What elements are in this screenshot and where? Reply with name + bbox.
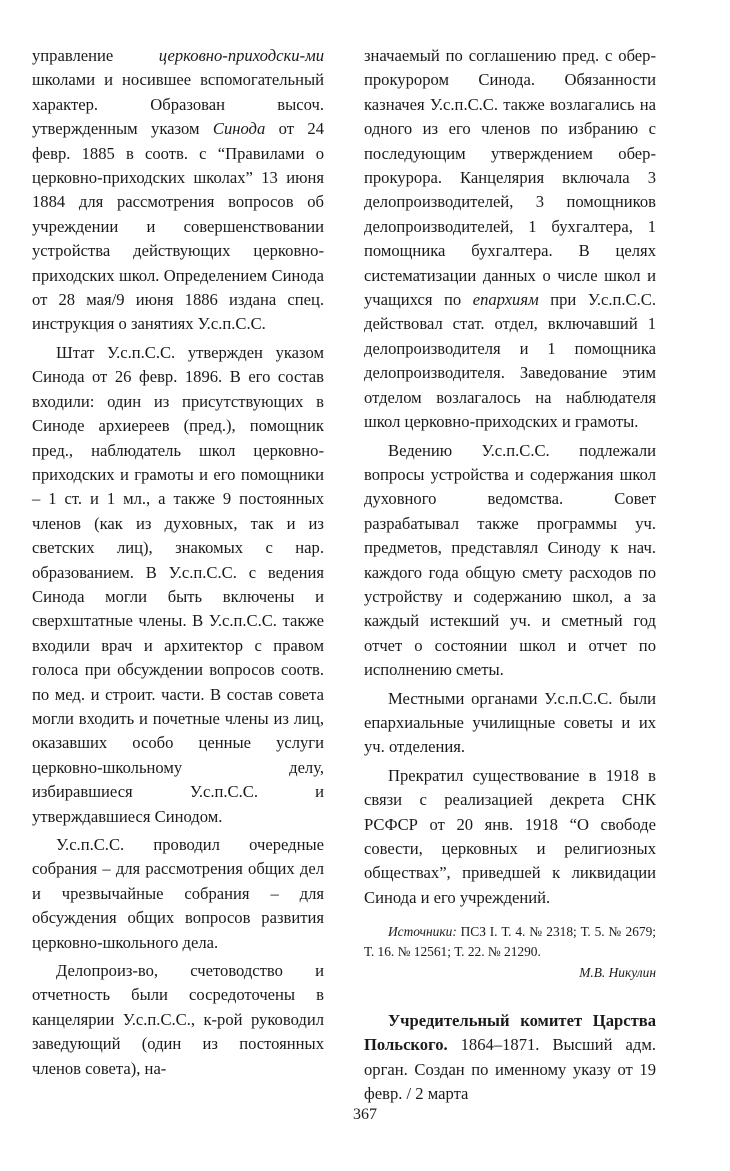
text-run: управление	[32, 46, 159, 65]
paragraph-office-continued	[364, 44, 656, 435]
text-run: при У.с.п.С.С. действовал стат. отдел, включавший 1 делопроизводителя и 1 помощника делопроизводителя. Заведование этим отделом возлагалось на наблюдателя школ церковно-приходских и грамоты.	[364, 290, 656, 432]
author-signature: М.В. Никулин	[579, 965, 656, 981]
entry-text: 1864–1871. Высший адм. орган. Создан по именному указу от 19 февр. / 2 марта	[364, 1035, 656, 1103]
paragraph-local-bodies: Местными органами У.с.п.С.С. были епархиальные училищные советы и их уч. отделения.	[364, 688, 656, 757]
sources-note	[364, 922, 656, 961]
paragraph-office: Делопроиз-во, счетоводство и отчетность были сосредоточены в канцелярии У.с.п.С.С., к-рой руководил заведующий (один из постоянных членов совета), на-	[32, 961, 324, 1078]
text-run: от 24 февр. 1885 в соотв. с “Правилами о церковно-приходских школах” 13 июня 1884 для рассмотрения вопросов об учреждении и совершенствовании устройства действующих церковно-приходских школ. Определением Синода от 28 мая/9 июня 1886 издана спец. инструкция о занятиях У.с.п.С.С.	[32, 119, 324, 334]
page-number: 367	[353, 1106, 377, 1123]
italic-link-text: Синода	[212, 119, 266, 139]
paragraph-competence: Ведению У.с.п.С.С. подлежали вопросы устройства и содержания школ духовного ведомства. Совет разрабатывал также программы уч. предметов, представлял Синоду к нач. каждого года общую смету расходов по устройству и содержанию школ, а за каждый истекший уч. и сметный год отчет о состоянии школ и отчет по исполнению сметы.	[364, 440, 656, 680]
text-run: значаемый по соглашению пред. с обер-прокурором Синода. Обязанности казначея У.с.п.С.С. также возлагались на одного из его членов по избранию с последующим утверждением обер-прокурора. Канцелярия включала 3 делопроизводителей, 3 помощников делопроизводителей, 1 бухгалтера, 1 помощника бухгалтера. В целях систематизации данных о числе школ и учащихся по	[364, 46, 656, 310]
paragraph-council-purpose	[32, 44, 324, 337]
entry-heading: Учредительный комитет Царства Польского.	[364, 1010, 656, 1055]
italic-link-text: церковно-приходски-ми	[158, 46, 324, 65]
left-column	[32, 44, 324, 1081]
italic-link-text: епархиям	[472, 290, 539, 310]
paragraph-staff: Штат У.с.п.С.С. утвержден указом Синода от 26 февр. 1896. В его состав входили: один из присутствующих в Синоде архиереев (пред.), помощник пред., наблюдатель школ церковно-приходских и грамоты и его помощники – 1 ст. и 1 мл., а также 9 постоянных членов (как из духовных, так и из светских лиц), знакомых с нар. образованием. В У.с.п.С.С. с ведения Синода могли быть включены и сверхштатные члены. В У.с.п.С.С. также входили врач и архитектор с правом голоса при обсуждении вопросов соотв. по мед. и строит. части. В состав совета могли входить и почетные члены из лиц, оказавших особо ценные услуги церковно-школьному делу, избиравшиеся У.с.п.С.С. и утверждавшиеся Синодом.	[32, 342, 324, 826]
sources-text: ПСЗ I. Т. 4. № 2318; Т. 5. № 2679; Т. 16. № 12561; Т. 22. № 21290.	[364, 924, 656, 959]
right-column	[364, 44, 656, 1106]
paragraph-new-entry	[364, 1009, 656, 1107]
text-run: школами и носившее вспомогательный характер. Образован высоч. утвержденным указом	[32, 70, 324, 139]
paragraph-abolition: Прекратил существование в 1918 в связи с реализацией декрета СНК РСФСР от 20 янв. 1918 “О свободе совести, церковных и религиозных обществах”, приведшей к ликвидации Синода и его учреждений.	[364, 765, 656, 907]
paragraph-meetings: У.с.п.С.С. проводил очередные собрания – для рассмотрения общих дел и чрезвычайные собрания – для обсуждения общих вопросов развития церковно-школьного дела.	[32, 835, 324, 952]
sources-label: Источники:	[388, 924, 457, 940]
